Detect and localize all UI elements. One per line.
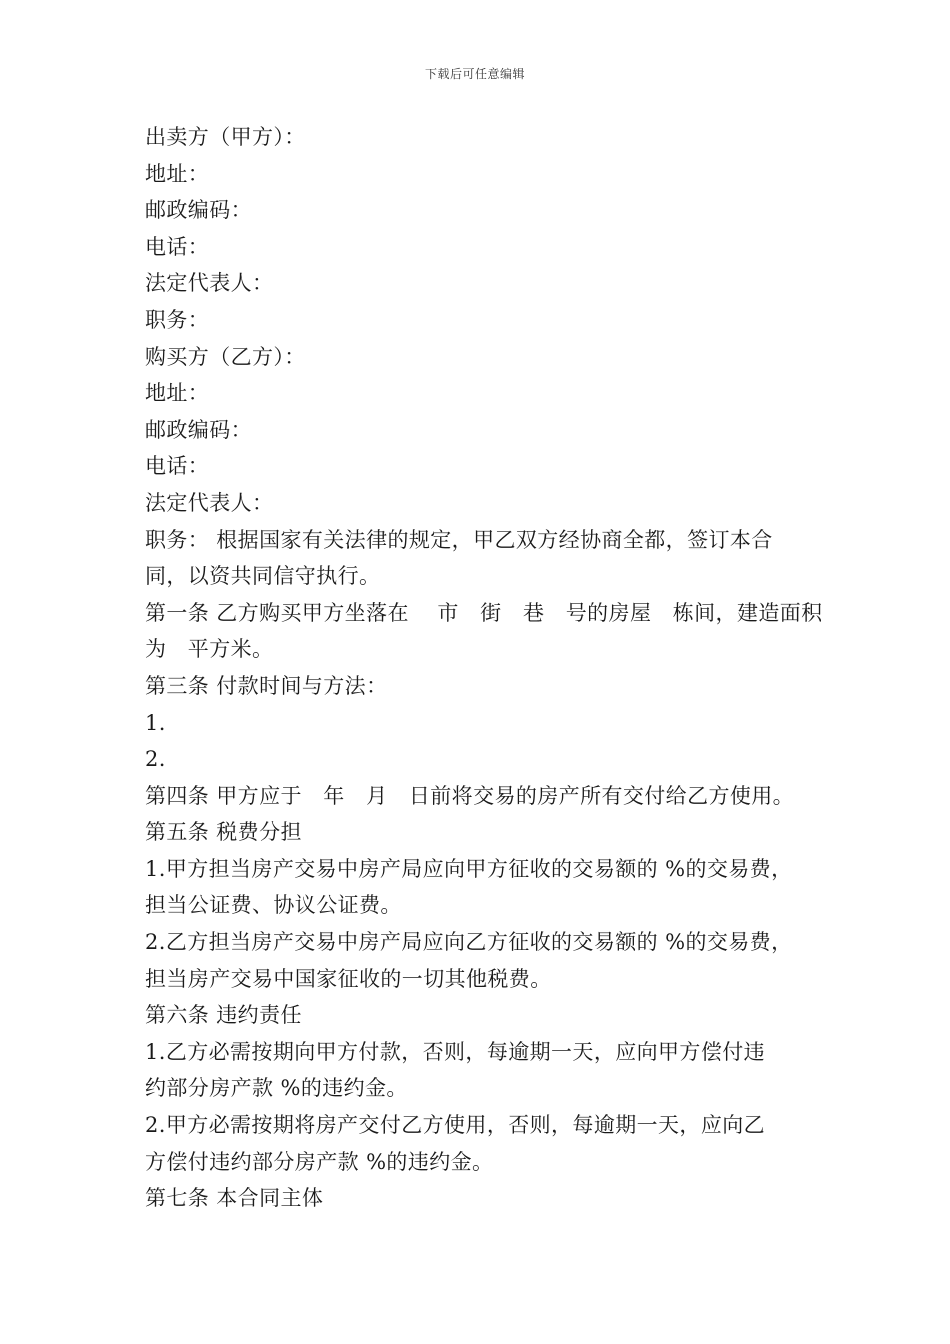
text-line: 1.甲方担当房产交易中房产局应向甲方征收的交易额的 %的交易费， [145,856,793,881]
text-line: 地址： [145,381,210,406]
text-line: 法定代表人： [145,490,274,515]
text-line: 2. [145,747,166,772]
text-line: 邮政编码： [145,198,252,223]
text-line: 约部分房产款 %的违约金。 [145,1076,408,1101]
text-line: 1.乙方必需按期向甲方付款，否则，每逾期一天，应向甲方偿付违 [145,1039,766,1064]
text-line: 电话： [145,234,210,259]
text-line: 第六条 违约责任 [145,1003,302,1028]
text-line: 1. [145,710,166,735]
text-line: 同，以资共同信守执行。 [145,564,381,589]
text-line: 职务： 根据国家有关法律的规定，甲乙双方经协商全都，签订本合 [145,527,773,552]
text-line: 2.乙方担当房产交易中房产局应向乙方征收的交易额的 %的交易费， [145,930,793,955]
text-line: 电话： [145,454,210,479]
text-line: 法定代表人： [145,271,274,296]
page-header: 下载后可任意编辑 [424,67,525,81]
text-line: 第三条 付款时间与方法： [145,673,388,698]
text-line: 出卖方（甲方）： [145,125,306,149]
text-line: 第五条 税费分担 [145,820,302,845]
contract-body [145,119,825,1217]
text-line: 邮政编码： [145,417,252,442]
text-line: 为 平方米。 [145,637,274,662]
text-line: 购买方（乙方）： [145,344,306,369]
text-line: 第四条 甲方应于 年 月 日前将交易的房产所有交付给乙方使用。 [145,783,795,808]
text-line: 地址： [145,161,210,186]
text-line: 方偿付违约部分房产款 %的违约金。 [145,1149,494,1174]
text-line: 担当房产交易中国家征收的一切其他税费。 [145,966,552,991]
text-line: 担当公证费、协议公证费。 [145,893,402,918]
text-line: 第一条 乙方购买甲方坐落在 市 街 巷 号的房屋 栋间，建造面积 [145,600,823,625]
text-line: 第七条 本合同主体 [145,1186,324,1211]
text-line: 职务： [145,307,210,332]
text-line: 2.甲方必需按期将房产交付乙方使用，否则，每逾期一天，应向乙 [145,1113,766,1138]
